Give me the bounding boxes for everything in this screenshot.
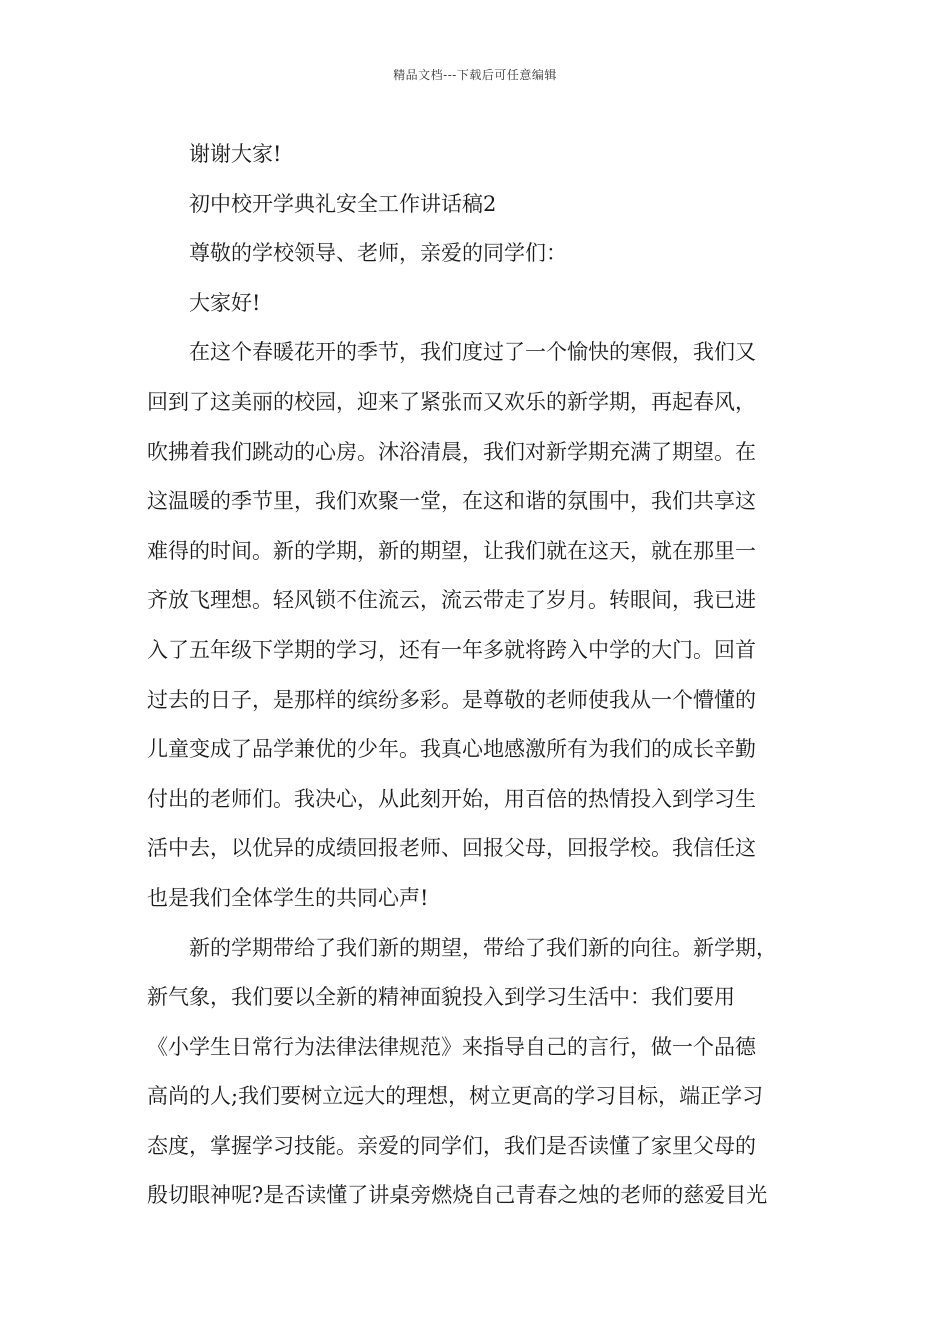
closing-line: 谢谢大家! (189, 142, 282, 166)
greeting: 大家好! (189, 290, 261, 315)
paragraph-line: 入了五年级下学期的学习，还有一年多就将跨入中学的大门。回首 (147, 637, 756, 662)
paragraph-line: 过去的日子，是那样的缤纷多彩。是尊敬的老师使我从一个懵懂的 (147, 687, 756, 712)
document-body (147, 130, 812, 1221)
paragraph-line: 《小学生日常行为法律法律规范》来指导自己的言行，做一个品德 (147, 1034, 756, 1059)
paragraph-line: 齐放飞理想。轻风锁不住流云，流云带走了岁月。转眼间，我已进 (147, 588, 756, 613)
paragraph-line: 付出的老师们。我决心，从此刻开始，用百倍的热情投入到学习生 (147, 786, 756, 811)
paragraph-line: 回到了这美丽的校园，迎来了紧张而又欢乐的新学期，再起春风， (147, 389, 756, 414)
paragraph-line: 也是我们全体学生的共同心声! (147, 885, 429, 910)
paragraph-line: 新气象，我们要以全新的精神面貌投入到学习生活中：我们要用 (147, 985, 735, 1010)
paragraph-line: 儿童变成了品学兼优的少年。我真心地感激所有为我们的成长辛勤 (147, 737, 756, 762)
paragraph-line: 新的学期带给了我们新的期望，带给了我们新的向往。新学期， (189, 935, 777, 960)
paragraph-line: 活中去，以优异的成绩回报老师、回报父母，回报学校。我信任这 (147, 836, 756, 861)
salutation: 尊敬的学校领导、老师，亲爱的同学们： (189, 241, 567, 266)
page-header-watermark: 精品文档---下载后可任意编辑 (393, 68, 557, 82)
speech-title: 初中校开学典礼安全工作讲话稿2 (189, 191, 497, 216)
paragraph-line: 吹拂着我们跳动的心房。沐浴清晨，我们对新学期充满了期望。在 (147, 439, 756, 464)
paragraph-line: 高尚的人;我们要树立远大的理想，树立更高的学习目标，端正学习 (147, 1084, 764, 1109)
paragraph-line: 殷切眼神呢?是否读懂了讲桌旁燃烧自己青春之烛的老师的慈爱目光 (147, 1183, 768, 1208)
paragraph-line: 态度，掌握学习技能。亲爱的同学们，我们是否读懂了家里父母的 (147, 1133, 756, 1158)
paragraph-line: 在这个春暖花开的季节，我们度过了一个愉快的寒假，我们又 (189, 340, 756, 365)
paragraph-line: 难得的时间。新的学期，新的期望，让我们就在这天，就在那里一 (147, 538, 756, 563)
paragraph-line: 这温暖的季节里，我们欢聚一堂，在这和谐的氛围中，我们共享这 (147, 489, 756, 514)
